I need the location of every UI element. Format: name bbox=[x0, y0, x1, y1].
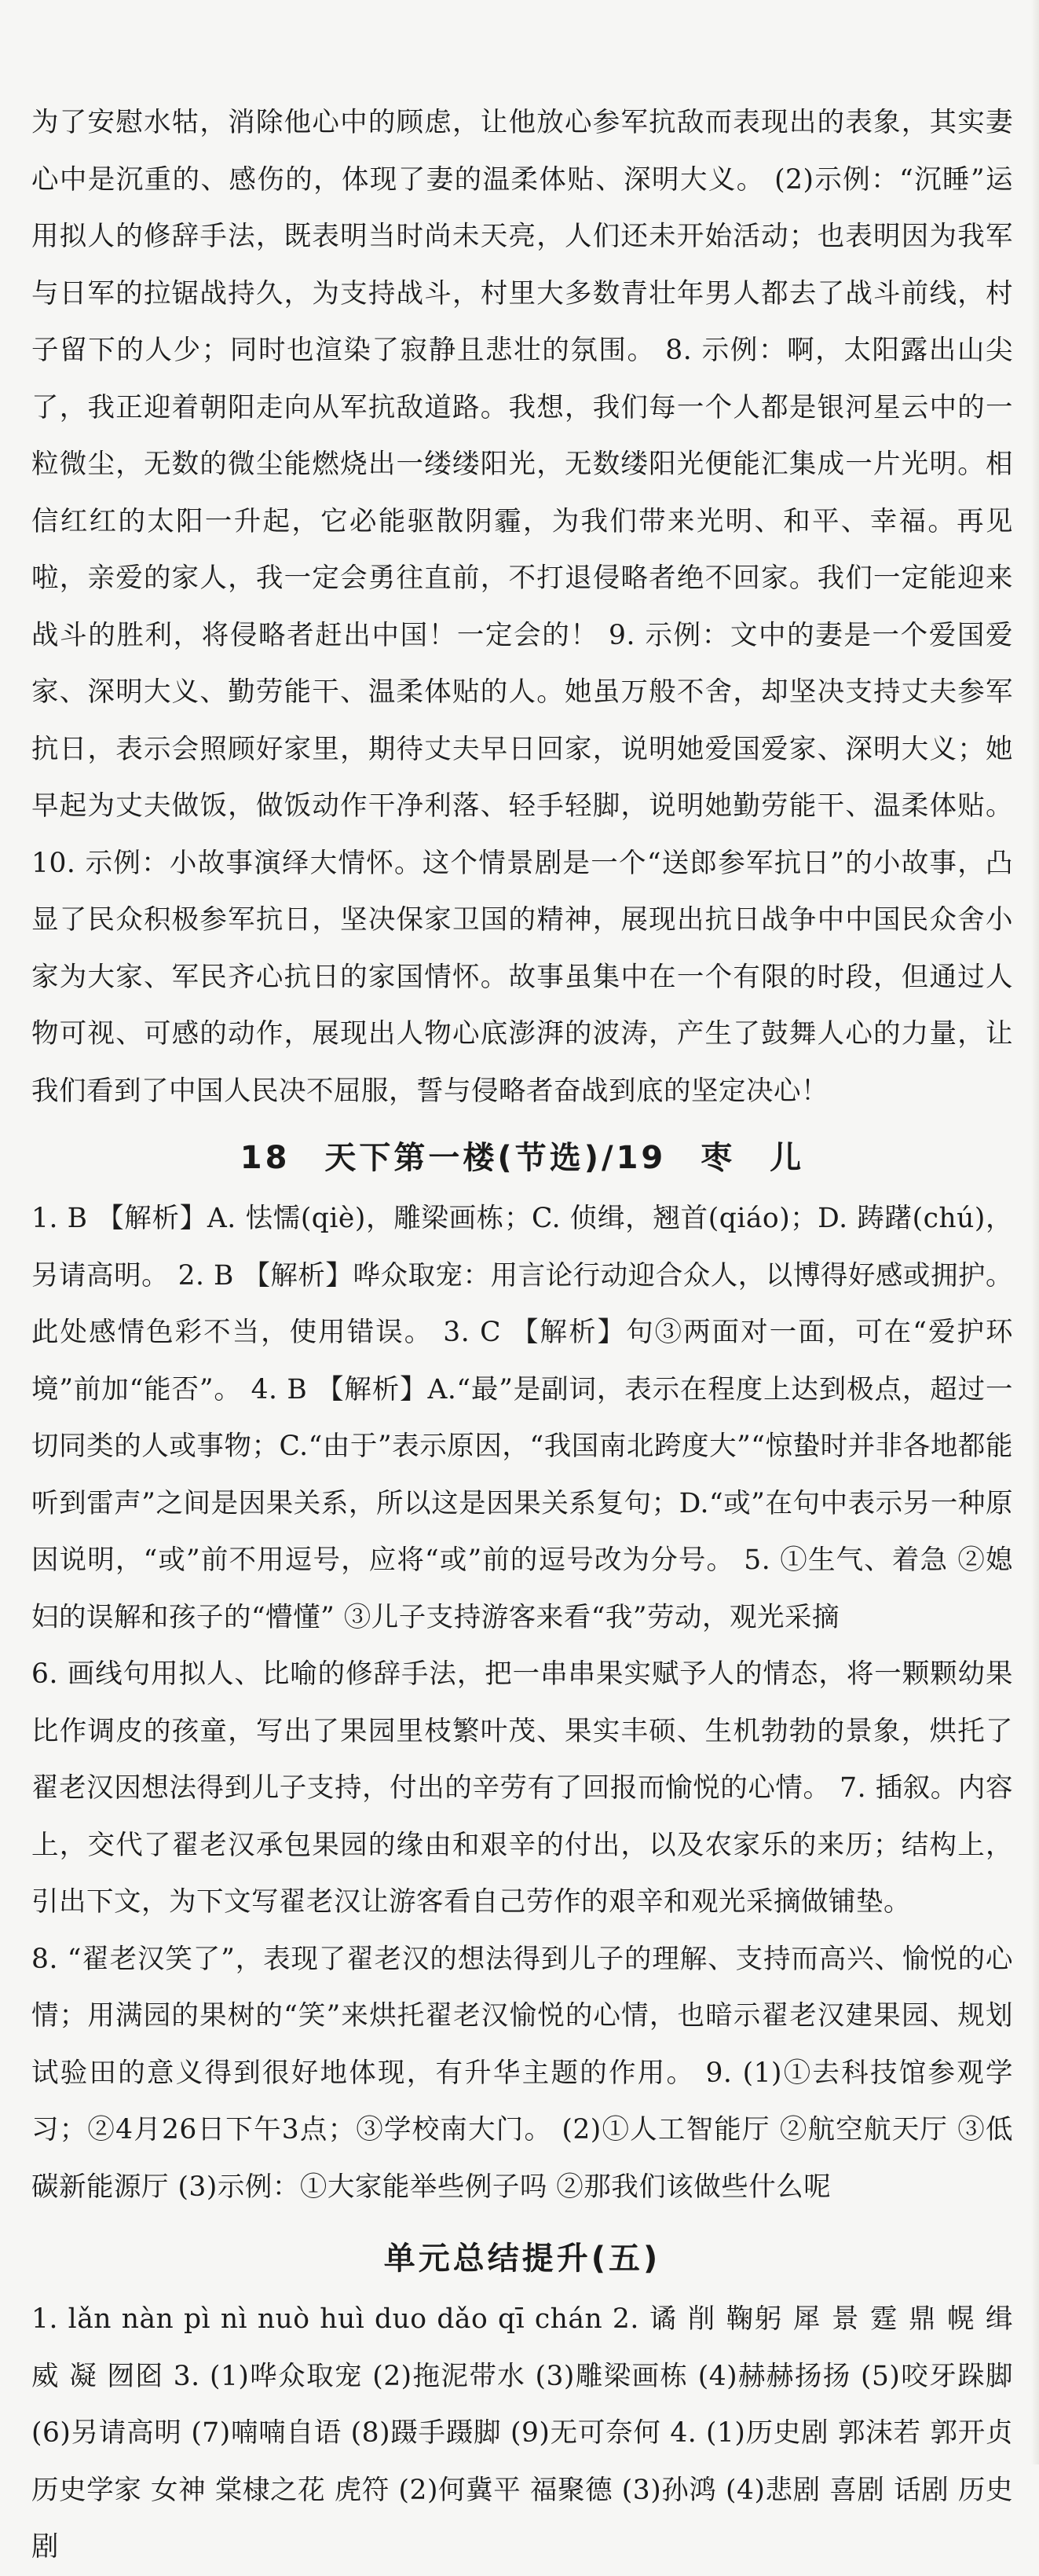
answer-text-unit-summary: 1. lǎn nàn pì nì nuò huì duo dǎo qī chán 2. 谲 削 鞠躬 犀 景 霆 鼎 幌 缉 威 凝 囫囵 3. (1)哗众取宠 (2)拖泥带水 (3)雕梁画栋 (4)赫赫扬扬 (5)咬牙跺脚 (6)另请高明 (7)喃喃自语 (8)蹑手蹑脚 (9)无可奈何 4. (1)历史剧 郭沫若 郭开贞 历史学家 女神 棠棣之花 虎符 (2)何冀平 福聚德 (3)孙鸿 (4)悲剧 喜剧 话剧 历史剧 bbox=[31, 2303, 1013, 2563]
answer-text-section-2-part-2: 6. 画线句用拟人、比喻的修辞手法，把一串串果实赋予人的情态，将一颗颗幼果比作调皮的孩童，写出了果园里枝繁叶茂、果实丰硕、生机勃勃的景象，烘托了翟老汉因想法得到儿子支持，付出的辛劳有了回报而愉悦的心情。 7. 插叙。内容上，交代了翟老汉承包果园的缘由和艰辛的付出，以及农家乐的来历；结构上，引出下文，为下文写翟老汉让游客看自己劳作的艰辛和观光采摘做铺垫。 bbox=[31, 1658, 1013, 1918]
answer-text-section-2-part-3: 8. “翟老汉笑了”，表现了翟老汉的想法得到儿子的理解、支持而高兴、愉悦的心情；用满园的果树的“笑”来烘托翟老汉愉悦的心情，也暗示翟老汉建果园、规划试验田的意义得到很好地体现，有升华主题的作用。 9. (1)①去科技馆参观学习；②4月26日下午3点；③学校南大门。 (2)①人工智能厅 ②航空航天厅 ③低碳新能源厅 (3)示例：①大家能举些例子吗 ②那我们该做些什么呢 bbox=[31, 1943, 1013, 2203]
answer-text-section-1: 为了安慰水牯，消除他心中的顾虑，让他放心参军抗敌而表现出的表象，其实妻心中是沉重的、感伤的，体现了妻的温柔体贴、深明大义。 (2)示例：“沉睡”运用拟人的修辞手法，既表明当时尚未天亮，人们还未开始活动；也表明因为我军与日军的拉锯战持久，为支持战斗，村里大多数青壮年男人都去了战斗前线，村子留下的人少；同时也渲染了寂静且悲壮的氛围。 8. 示例：啊，太阳露出山尖了，我正迎着朝阳走向从军抗敌道路。我想，我们每一个人都是银河星云中的一粒微尘，无数的微尘能燃烧出一缕缕阳光，无数缕阳光便能汇集成一片光明。相信红红的太阳一升起，它必能驱散阴霾，为我们带来光明、和平、幸福。再见啦，亲爱的家人，我一定会勇往直前，不打退侵略者绝不回家。我们一定能迎来战斗的胜利，将侵略者赶出中国！一定会的！ 9. 示例：文中的妻是一个爱国爱家、深明大义、勤劳能干、温柔体贴的人。她虽万般不舍，却坚决支持丈夫参军抗日，表示会照顾好家里，期待丈夫早日回家，说明她爱国爱家、深明大义；她早起为丈夫做饭，做饭动作干净利落、轻手轻脚，说明她勤劳能干、温柔体贴。 10. 示例：小故事演绎大情怀。这个情景剧是一个“送郎参军抗日”的小故事，凸显了民众积极参军抗日，坚决保家卫国的精神，展现出抗日战争中中国民众舍小家为大家、军民齐心抗日的家国情怀。故事虽集中在一个有限的时段，但通过人物可视、可感的动作，展现出人物心底澎湃的波涛，产生了鼓舞人心的力量，让我们看到了中国人民决不屈服，誓与侵略者奋战到底的坚定决心！ bbox=[31, 107, 1013, 1107]
page-edge-shadow bbox=[1031, 0, 1039, 2464]
answer-text-section-2-part-1: 1. B 【解析】A. 怯懦(qiè)，雕梁画栋；C. 侦缉，翘首(qiáo)；D. 踌躇(chú)，另请高明。 2. B 【解析】哗众取宠：用言论行动迎合众人，以博得好感或拥护。此处感情色彩不当，使用错误。 3. C 【解析】句③两面对一面，可在“爱护环境”前加“能否”。 4. B 【解析】A.“最”是副词，表示在程度上达到极点，超过一切同类的人或事物；C.“由于”表示原因，“我国南北跨度大”“惊蛰时并非各地都能听到雷声”之间是因果关系，所以这是因果关系复句；D.“或”在句中表示另一种原因说明，“或”前不用逗号，应将“或”前的逗号改为分号。 5. ①生气、着急 ②媳妇的误解和孩子的“懵懂” ③儿子支持游客来看“我”劳动，观光采摘 bbox=[31, 1203, 1013, 1633]
lesson-heading-18-19: 18 天下第一楼(节选)/19 枣 儿 bbox=[240, 1140, 805, 1176]
unit-summary-heading: 单元总结提升(五) bbox=[383, 2241, 661, 2277]
answer-page bbox=[31, 0, 1013, 2576]
